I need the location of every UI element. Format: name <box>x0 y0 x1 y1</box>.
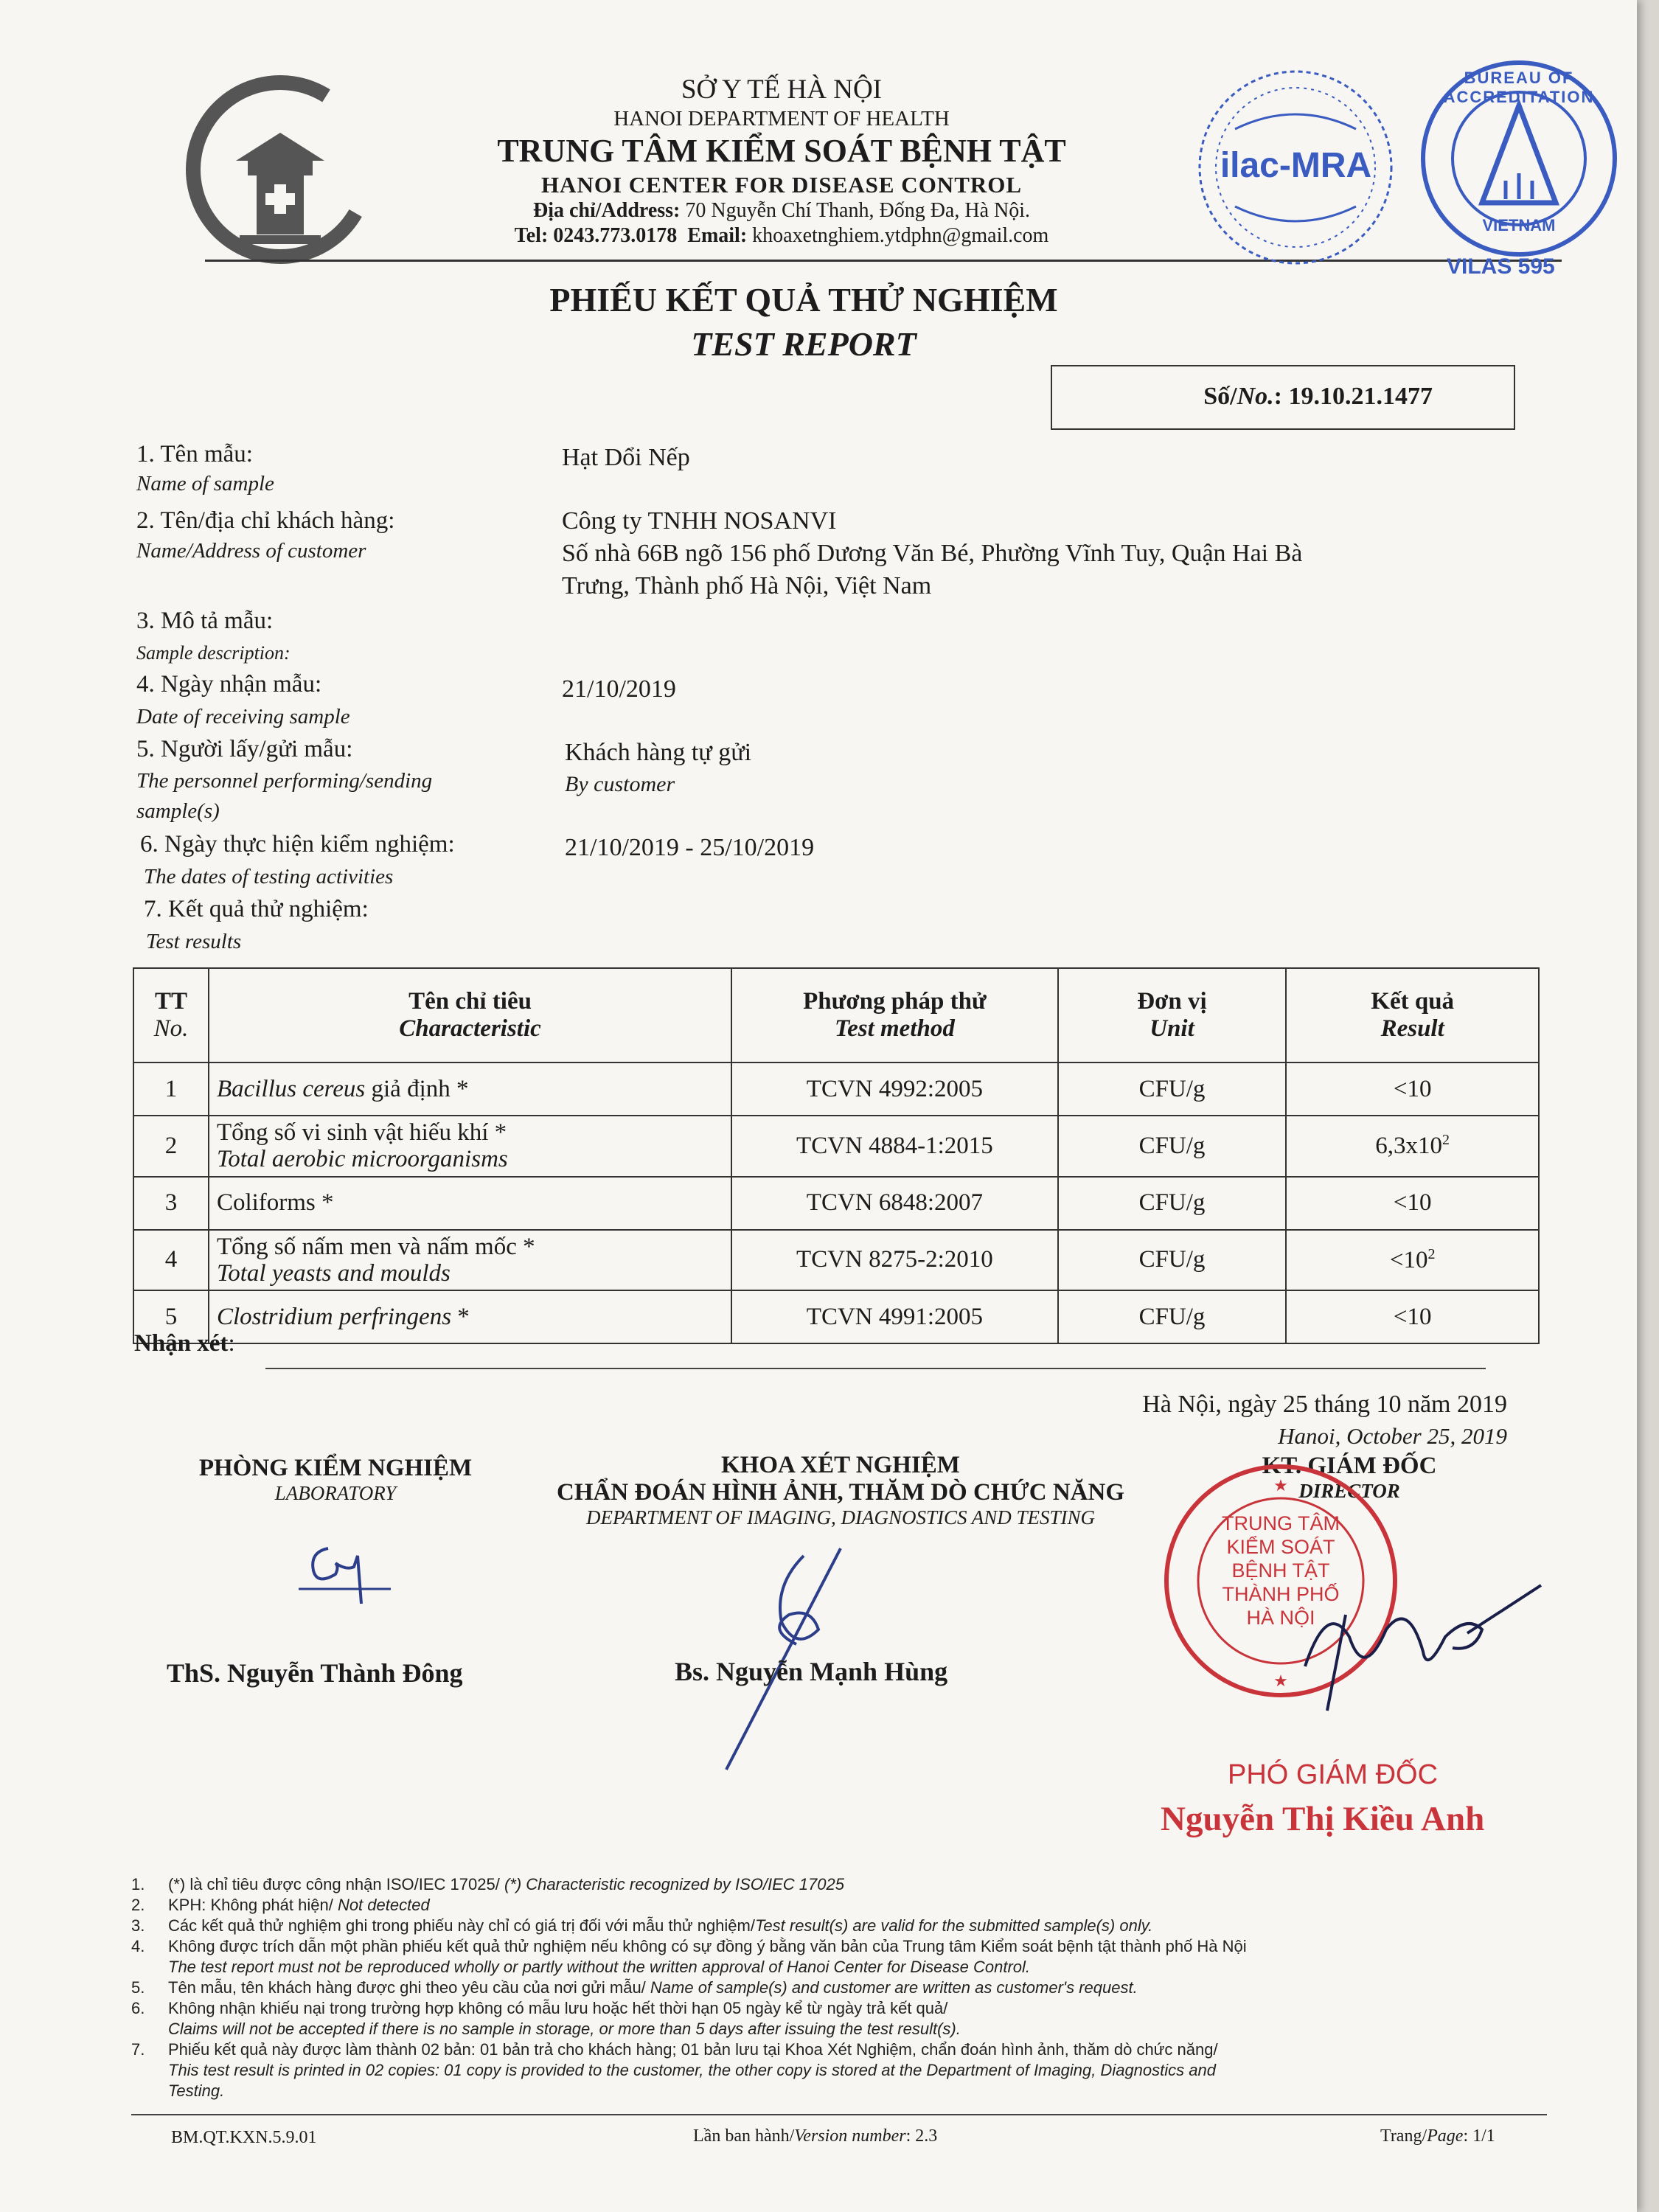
field-5-label-en: The personnel performing/sending <box>136 769 433 793</box>
field-5-value-en: By customer <box>565 772 675 796</box>
row-unit: CFU/g <box>1058 1230 1287 1291</box>
col-header-unit: Đơn vị Unit <box>1058 968 1287 1062</box>
row-characteristic: Bacillus cereus giả định * <box>209 1062 731 1116</box>
dept-title-en: DEPARTMENT OF IMAGING, DIAGNOSTICS AND TESTING <box>585 1506 1096 1528</box>
vice-director-name: Nguyễn Thị Kiều Anh <box>1161 1800 1485 1838</box>
field-5-label-en-2: sample(s) <box>136 799 220 823</box>
tel-label: Tel: <box>514 223 549 247</box>
note-item-en: Claims will not be accepted if there is no sample in storage, or more than 5 days after issuing the test result(s). <box>168 2020 961 2038</box>
boa-text: BUREAU OF ACCREDITATION <box>1443 69 1595 106</box>
note-item: 4. Không được trích dẫn một phần phiếu kết quả thử nghiệm nếu không có sự đồng ý bằng văn bản của Trung tâm Kiểm soát bệnh tật thành phố Hà Nội <box>131 1937 1247 1955</box>
field-6-value: 21/10/2019 - 25/10/2019 <box>565 834 815 861</box>
ilac-label: ilac-MRA <box>1220 146 1372 185</box>
center-vn: TRUNG TÂM KIỂM SOÁT BỆNH TẬT <box>497 133 1066 170</box>
note-item-en: This test result is printed in 02 copies: 01 copy is provided to the customer, the other copy is stored at the Department of Imaging, Diagnostics and <box>168 2061 1216 2079</box>
director-title-vn: KT. GIÁM ĐỐC <box>1262 1453 1437 1479</box>
col-header-method: Phương pháp thử Test method <box>731 968 1058 1062</box>
row-unit: CFU/g <box>1058 1116 1287 1177</box>
field-3-label-en: Sample description: <box>136 642 291 664</box>
row-characteristic: Tổng số vi sinh vật hiếu khí * Total aerobic microorganisms <box>209 1116 731 1177</box>
tel: 0243.773.0178 <box>553 223 678 247</box>
lab-signature <box>295 1534 406 1622</box>
field-3-label: 3. Mô tả mẫu: <box>136 608 274 634</box>
note-item: 5. Tên mẫu, tên khách hàng được ghi theo yêu cầu của nơi gửi mẫu/ Name of sample(s) and customer are written as customer's request. <box>131 1978 1138 1997</box>
row-no: 1 <box>133 1062 209 1116</box>
note-item-en: The test report must not be reproduced wholly or partly without the written approval of Hanoi Center for Disease Control. <box>168 1958 1031 1976</box>
results-table <box>133 967 1540 1344</box>
boa-stamp <box>1416 55 1622 262</box>
boa-country: VIETNAM <box>1482 216 1556 234</box>
report-title-vn: PHIẾU KẾT QUẢ THỬ NGHIỆM <box>549 281 1058 319</box>
report-no-label-en: No. <box>1237 383 1274 410</box>
row-no: 5 <box>133 1290 209 1343</box>
row-characteristic: Tổng số nấm men và nấm mốc * Total yeasts and moulds <box>209 1230 731 1291</box>
address: 70 Nguyễn Chí Thanh, Đống Đa, Hà Nội. <box>685 199 1031 223</box>
row-result: <10 <box>1286 1062 1539 1116</box>
lab-signer-name: ThS. Nguyễn Thành Đông <box>167 1658 463 1688</box>
field-5-label: 5. Người lấy/gửi mẫu: <box>136 736 353 762</box>
table-header-row <box>133 968 1539 1062</box>
field-2-label-en: Name/Address of customer <box>136 539 366 563</box>
row-unit: CFU/g <box>1058 1177 1287 1230</box>
row-unit: CFU/g <box>1058 1290 1287 1343</box>
report-title-en: TEST REPORT <box>691 325 917 363</box>
remarks-label: Nhận xét: <box>134 1330 235 1357</box>
row-method: TCVN 8275-2:2010 <box>731 1230 1058 1291</box>
report-number <box>1203 383 1433 411</box>
issue-date-vn: Hà Nội, ngày 25 tháng 10 năm 2019 <box>1142 1391 1507 1418</box>
field-1-label: 1. Tên mẫu: <box>136 441 253 467</box>
dept-title-vn-1: KHOA XÉT NGHIỆM <box>721 1452 960 1478</box>
dept-title-vn-2: CHẨN ĐOÁN HÌNH ẢNH, THĂM DÒ CHỨC NĂNG <box>557 1479 1124 1506</box>
field-5-value: Khách hàng tự gửi <box>565 739 752 766</box>
dept-vn: SỞ Y TẾ HÀ NỘI <box>681 74 882 105</box>
row-method: TCVN 4992:2005 <box>731 1062 1058 1116</box>
dept-signer-name: Bs. Nguyễn Mạnh Hùng <box>675 1657 948 1686</box>
form-code: BM.QT.KXN.5.9.01 <box>171 2128 317 2147</box>
row-method: TCVN 6848:2007 <box>731 1177 1058 1230</box>
col-header-result: Kết quả Result <box>1286 968 1539 1062</box>
table-row <box>133 1230 1539 1291</box>
field-6-label: 6. Ngày thực hiện kiểm nghiệm: <box>140 831 455 858</box>
row-result: <10 <box>1286 1177 1539 1230</box>
report-no-label-vn: Số/ <box>1203 383 1237 410</box>
lab-title-en: LABORATORY <box>274 1482 397 1504</box>
field-2-value-line2: Số nhà 66B ngõ 156 phố Dương Văn Bé, Phường Vĩnh Tuy, Quận Hai Bà <box>562 540 1303 567</box>
row-result: $6,3x10^2$ <box>1286 1116 1539 1177</box>
row-no: 4 <box>133 1230 209 1291</box>
field-2-value-line3: Trưng, Thành phố Hà Nội, Việt Nam <box>562 572 932 599</box>
issue-date-en: Hanoi, October 25, 2019 <box>1278 1423 1507 1449</box>
address-line <box>413 198 1150 223</box>
dept-signature-block <box>527 1452 1154 1529</box>
page-number: Trang/Page: 1/1 <box>1380 2126 1495 2146</box>
field-4-label-en: Date of receiving sample <box>136 705 350 728</box>
field-1-value: Hạt Dổi Nếp <box>562 444 690 471</box>
field-4-value: 21/10/2019 <box>562 675 676 703</box>
ilac-mra-stamp <box>1191 63 1401 273</box>
stamp-star-icon: ★ <box>1273 1476 1288 1495</box>
address-label: Địa chỉ/Address: <box>532 199 681 223</box>
email-label: Email: <box>687 223 748 247</box>
report-no-colon: : <box>1273 383 1282 410</box>
row-method: TCVN 4884-1:2015 <box>731 1116 1058 1177</box>
table-row <box>133 1290 1539 1343</box>
field-2-label: 2. Tên/địa chỉ khách hàng: <box>136 507 395 534</box>
center-en: HANOI CENTER FOR DISEASE CONTROL <box>540 171 1023 198</box>
table-row <box>133 1116 1539 1177</box>
field-7-label: 7. Kết quả thử nghiệm: <box>144 896 369 922</box>
dept-en: HANOI DEPARTMENT OF HEALTH <box>613 107 950 131</box>
row-result: <10 <box>1286 1290 1539 1343</box>
col-header-characteristic: Tên chỉ tiêu Characteristic <box>209 968 731 1062</box>
stamp-star-icon: ★ <box>1273 1672 1288 1690</box>
director-title-en: DIRECTOR <box>1298 1480 1400 1502</box>
field-7-label-en: Test results <box>146 930 242 953</box>
stamp-text: TRUNG TÂM KIỂM SOÁT BỆNH TẬT THÀNH PHỐ HÀ NỘI <box>1222 1512 1340 1629</box>
lab-title-vn: PHÒNG KIỂM NGHIỆM <box>198 1455 473 1481</box>
field-1-label-en: Name of sample <box>136 472 274 495</box>
row-characteristic: Clostridium perfringens * <box>209 1290 731 1343</box>
email: khoaxetnghiem.ytdphn@gmail.com <box>752 223 1049 247</box>
contact-line <box>413 223 1150 248</box>
note-item: 1. (*) là chỉ tiêu được công nhận ISO/IEC 17025/ (*) Characteristic recognized by ISO/IEC 17025 <box>131 1875 844 1893</box>
row-method: TCVN 4991:2005 <box>731 1290 1058 1343</box>
row-no: 3 <box>133 1177 209 1230</box>
note-item: 3. Các kết quả thử nghiệm ghi trong phiếu này chỉ có giá trị đối với mẫu thử nghiệm/Test result(s) are valid for the submitted sample(s) only. <box>131 1916 1153 1935</box>
field-2-value: Công ty TNHH NOSANVI <box>562 507 837 535</box>
remarks-line <box>265 1368 1486 1369</box>
notes-list <box>131 1874 1532 2101</box>
footer-rule <box>131 2114 1547 2115</box>
row-result: $<10^2$ <box>1286 1230 1539 1291</box>
lab-signature-block <box>155 1455 516 1505</box>
report-number-box <box>1051 365 1515 430</box>
cdc-logo <box>184 74 376 265</box>
report-no-value: 19.10.21.1477 <box>1288 383 1433 410</box>
field-6-label-en: The dates of testing activities <box>144 865 394 888</box>
table-row <box>133 1177 1539 1230</box>
director-signature <box>1298 1571 1548 1718</box>
row-no: 2 <box>133 1116 209 1177</box>
table-row <box>133 1062 1539 1116</box>
field-4-label: 4. Ngày nhận mẫu: <box>136 671 322 698</box>
row-characteristic: Coliforms * <box>209 1177 731 1230</box>
note-item-en: Testing. <box>168 2081 225 2100</box>
note-item: 2. KPH: Không phát hiện/ Not detected <box>131 1896 430 1914</box>
version-number: Lần ban hành/Version number: 2.3 <box>693 2126 938 2146</box>
row-unit: CFU/g <box>1058 1062 1287 1116</box>
vice-director-title: PHÓ GIÁM ĐỐC <box>1228 1759 1439 1790</box>
vilas-label: VILAS 595 <box>1447 254 1555 279</box>
col-header-no: TT No. <box>133 968 209 1062</box>
note-item: 6. Không nhận khiếu nại trong trường hợp không có mẫu lưu hoặc hết thời hạn 05 ngày kể từ ngày trả kết quả/ <box>131 1999 948 2017</box>
note-item: 7. Phiếu kết quả này được làm thành 02 bản: 01 bản trả cho khách hàng; 01 bản lưu tại Khoa Xét Nghiệm, chẩn đoán hình ảnh, thăm dò chức năng/ <box>131 2040 1218 2059</box>
